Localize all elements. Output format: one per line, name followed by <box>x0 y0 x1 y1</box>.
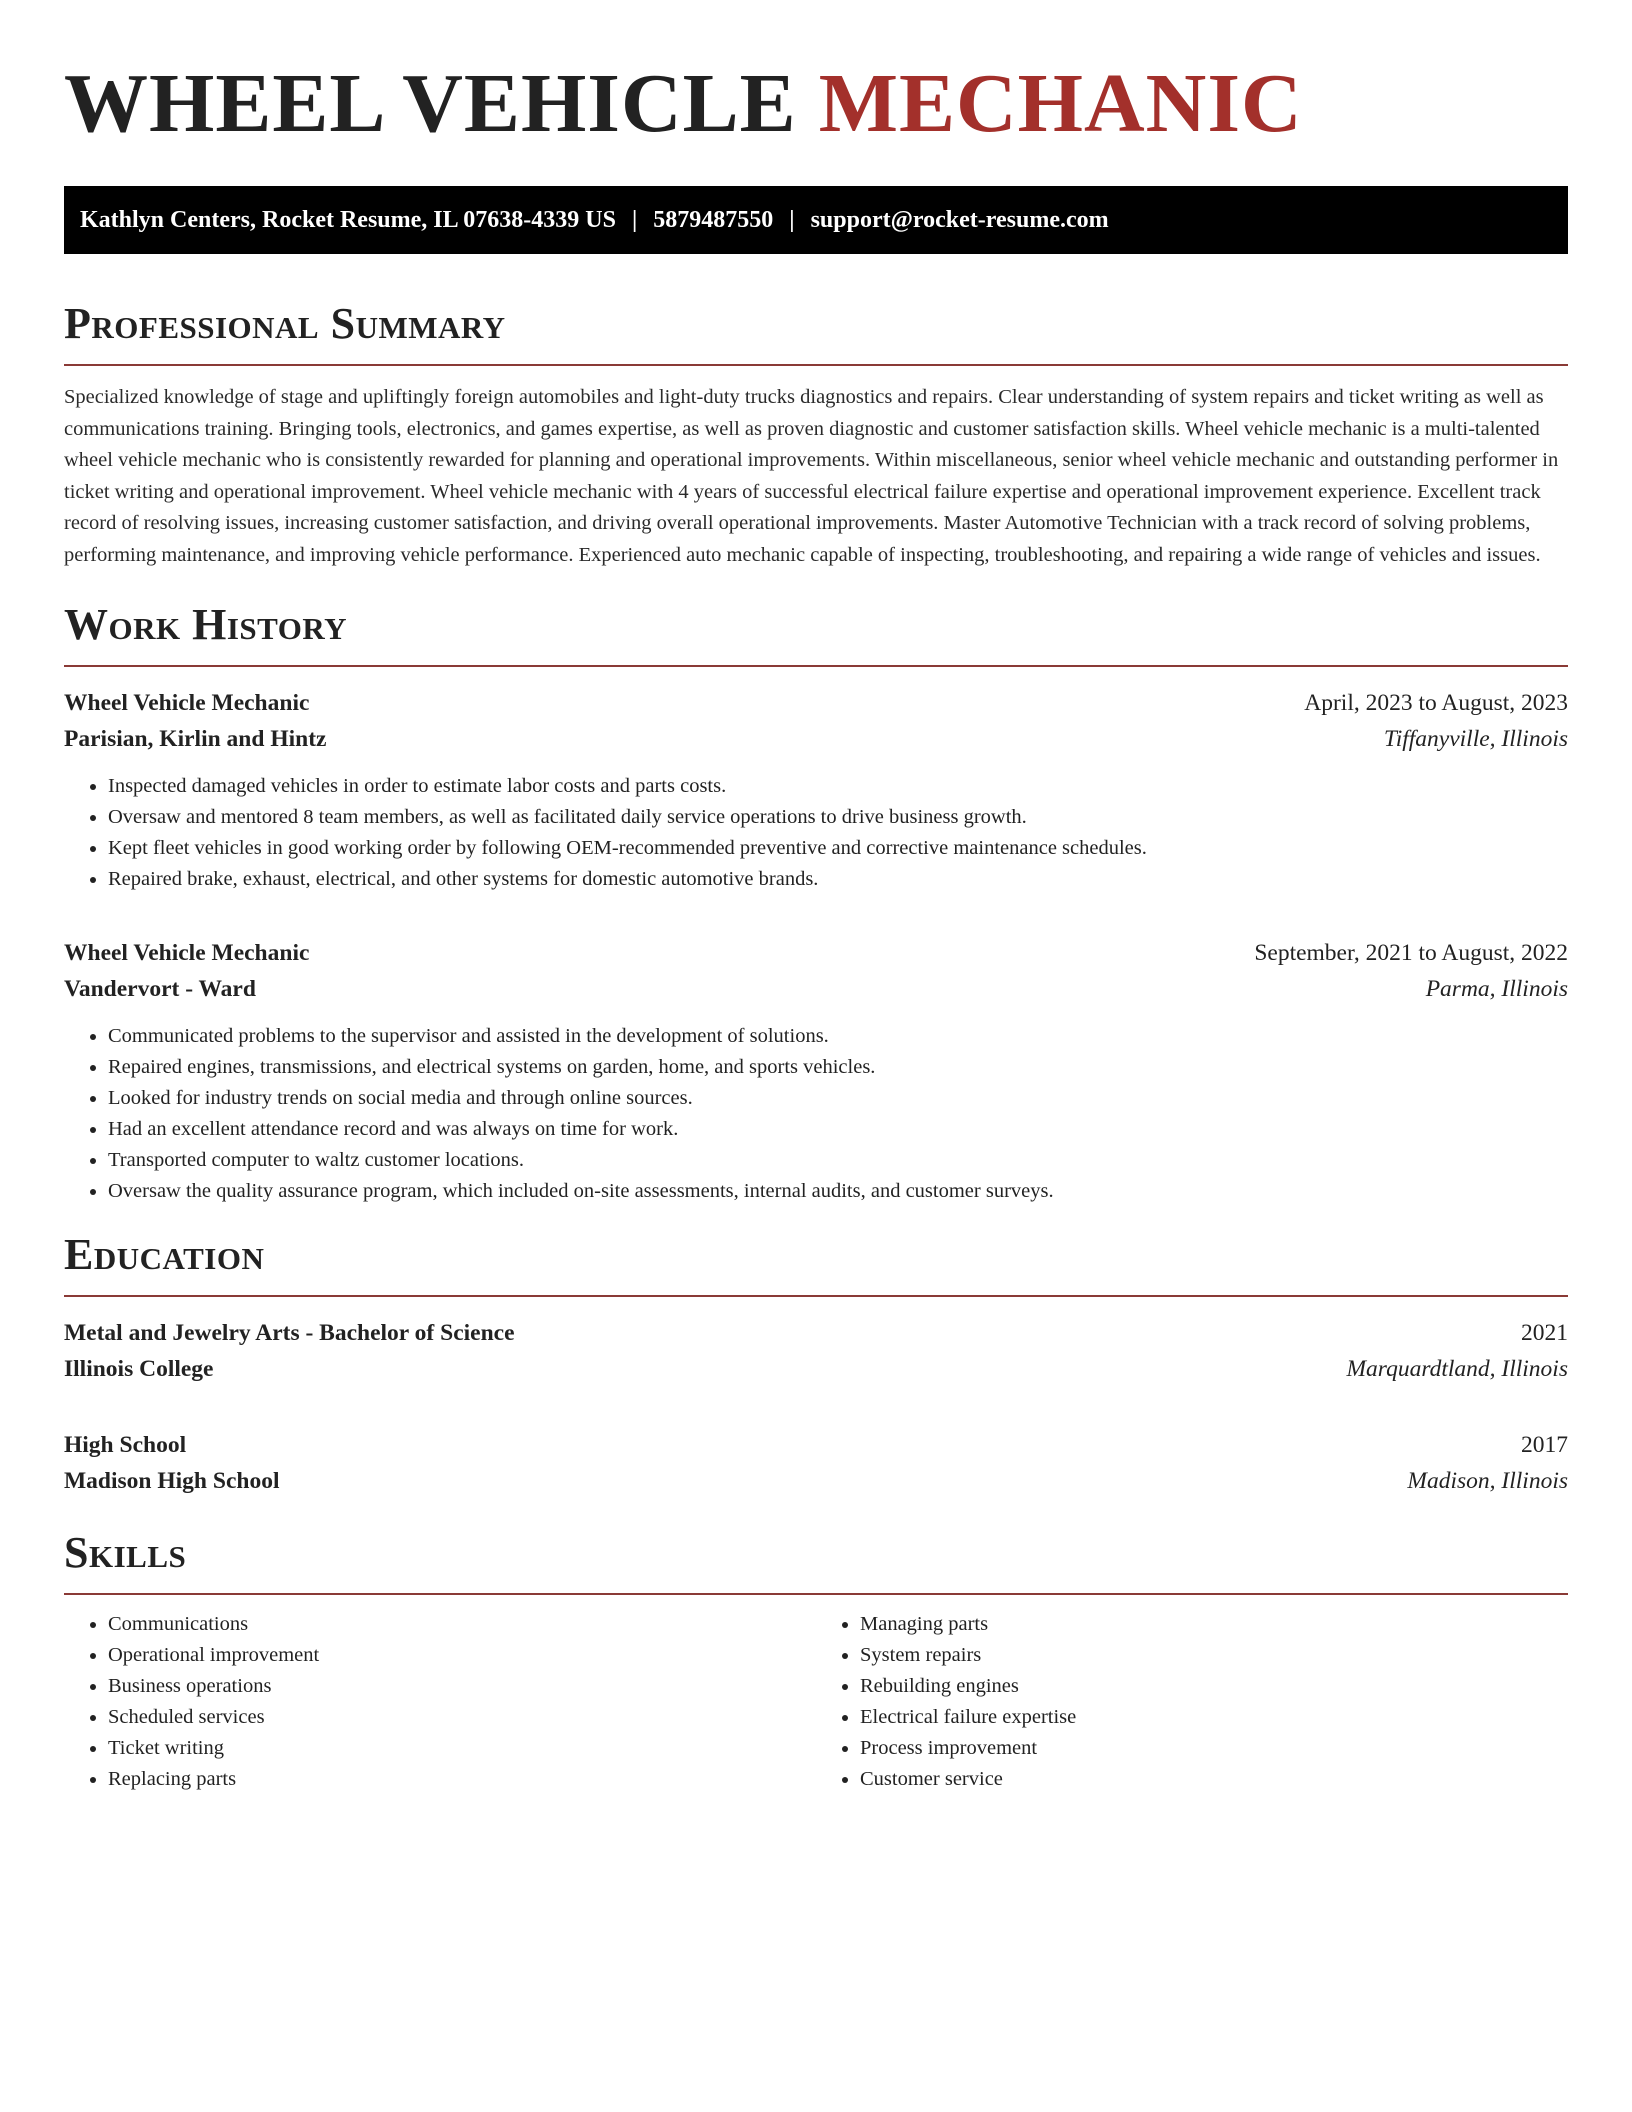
job-duty: • Kept fleet vehicles in good working order by following OEM-recommended preventive and corrective maintenance schedules. <box>108 833 1568 864</box>
skill-item: • Rebuilding engines <box>860 1671 1568 1702</box>
education-year: 2021 <box>1521 1320 1568 1346</box>
contact-separator: | <box>631 206 638 233</box>
contact-address: Kathlyn Centers, Rocket Resume, IL 07638-4339 US <box>80 206 616 233</box>
skill-item: • Scheduled services <box>108 1702 816 1733</box>
job-duty: • Oversaw and mentored 8 team members, as well as facilitated daily service operations to drive business growth. <box>108 802 1568 833</box>
education-entry <box>64 1427 1568 1499</box>
candidate-name <box>64 56 1568 152</box>
skill-item: • Ticket writing <box>108 1733 816 1764</box>
job-duties <box>64 771 1568 895</box>
job-entry <box>64 935 1568 1207</box>
summary-heading: Professional Summary <box>64 298 1568 366</box>
job-title: Wheel Vehicle Mechanic <box>64 940 310 966</box>
skill-item: • Process improvement <box>860 1733 1568 1764</box>
skill-item: • Operational improvement <box>108 1640 816 1671</box>
job-duty: • Communicated problems to the supervisor and assisted in the development of solutions. <box>108 1021 1568 1052</box>
contact-bar <box>64 186 1568 254</box>
job-duties <box>64 1021 1568 1207</box>
job-title: Wheel Vehicle Mechanic <box>64 690 310 716</box>
skill-item: • System repairs <box>860 1640 1568 1671</box>
education-school: Illinois College <box>64 1356 214 1382</box>
job-duty: • Inspected damaged vehicles in order to estimate labor costs and parts costs. <box>108 771 1568 802</box>
skill-item: • Business operations <box>108 1671 816 1702</box>
job-duty: • Repaired engines, transmissions, and electrical systems on garden, home, and sports vehicles. <box>108 1052 1568 1083</box>
summary-text: Specialized knowledge of stage and upliftingly foreign automobiles and light-duty trucks diagnostics and repairs. Clear understanding of system repairs and ticket writing as well as communications training. Bringing tools, electronics, and games expertise, as well as proven diagnostic and customer satisfaction skills. Wheel vehicle mechanic is a multi-talented wheel vehicle mechanic who is consistently rewarded for planning and operational improvements. Within miscellaneous, senior wheel vehicle mechanic and outstanding performer in ticket writing and operational improvement. Wheel vehicle mechanic with 4 years of successful electrical failure expertise and operational improvement experience. Excellent track record of resolving issues, increasing customer satisfaction, and driving overall operational improvements. Master Automotive Technician with a track record of solving problems, performing maintenance, and improving vehicle performance. Experienced auto mechanic capable of inspecting, troubleshooting, and repairing a wide range of vehicles and issues. <box>64 386 1559 566</box>
skill-item: • Managing parts <box>860 1609 1568 1640</box>
name-accent: MECHANIC <box>818 57 1303 150</box>
education-degree: High School <box>64 1432 187 1458</box>
job-duty: • Had an excellent attendance record and was always on time for work. <box>108 1114 1568 1145</box>
skills-column-right <box>816 1609 1568 1795</box>
job-dates: April, 2023 to August, 2023 <box>1304 690 1568 716</box>
education-location: Madison, Illinois <box>1407 1468 1568 1494</box>
job-duty: • Repaired brake, exhaust, electrical, and other systems for domestic automotive brands. <box>108 864 1568 895</box>
contact-email[interactable]: support@rocket-resume.com <box>810 206 1109 233</box>
job-duty: • Looked for industry trends on social media and through online sources. <box>108 1083 1568 1114</box>
job-duty: • Oversaw the quality assurance program, which included on-site assessments, internal audits, and customer surveys. <box>108 1176 1568 1207</box>
name-main: WHEEL VEHICLE <box>64 57 797 150</box>
skills-list <box>64 1609 1568 1795</box>
job-company: Vandervort - Ward <box>64 976 256 1002</box>
skill-item: • Replacing parts <box>108 1764 816 1795</box>
education-location: Marquardtland, Illinois <box>1346 1356 1568 1382</box>
skill-item: • Electrical failure expertise <box>860 1702 1568 1733</box>
education-heading: Education <box>64 1229 1568 1297</box>
education-school: Madison High School <box>64 1468 280 1494</box>
skill-item: • Customer service <box>860 1764 1568 1795</box>
education-year: 2017 <box>1521 1432 1568 1458</box>
job-entry <box>64 685 1568 895</box>
skills-column-left <box>64 1609 816 1795</box>
job-company: Parisian, Kirlin and Hintz <box>64 726 327 752</box>
skill-item: • Communications <box>108 1609 816 1640</box>
job-location: Tiffanyville, Illinois <box>1383 726 1568 752</box>
work-history-heading: Work History <box>64 599 1568 667</box>
job-duty: • Transported computer to waltz customer locations. <box>108 1145 1568 1176</box>
contact-separator: | <box>789 206 795 233</box>
education-entry <box>64 1315 1568 1387</box>
skills-heading: Skills <box>64 1527 1568 1595</box>
job-location: Parma, Illinois <box>1425 976 1568 1002</box>
contact-phone: 5879487550 <box>653 206 774 233</box>
job-dates: September, 2021 to August, 2022 <box>1254 940 1568 966</box>
education-degree: Metal and Jewelry Arts - Bachelor of Science <box>64 1320 515 1346</box>
